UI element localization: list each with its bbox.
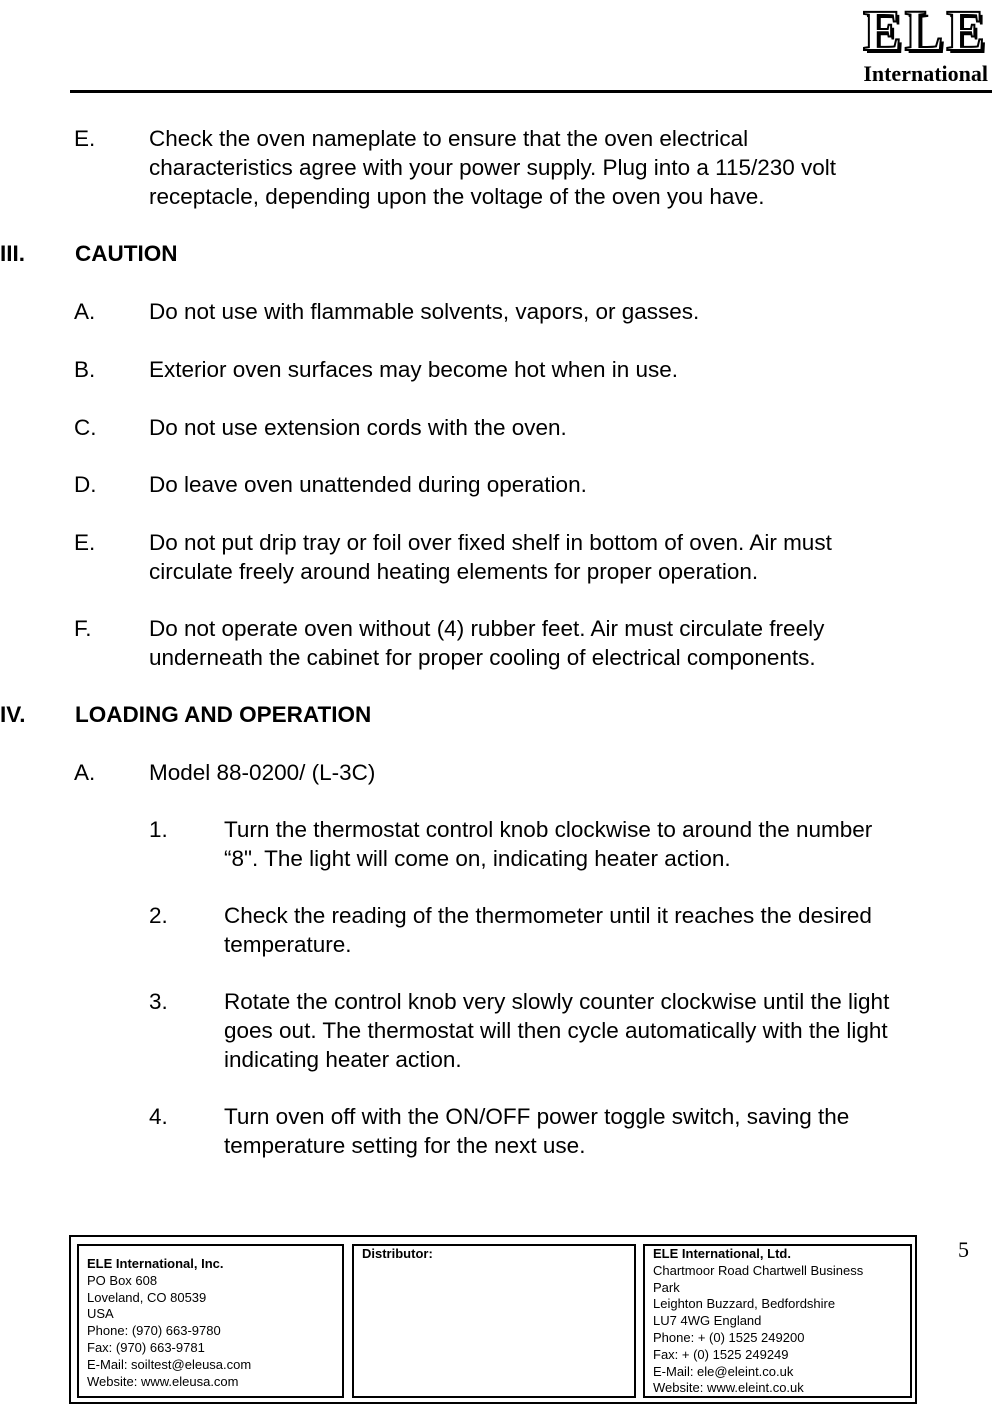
section-title: CAUTION xyxy=(75,241,178,266)
email: E-Mail: ele@eleint.co.uk xyxy=(653,1363,794,1379)
item-text-line: Do not put drip tray or foil over fixed shelf in bottom of oven. Air must xyxy=(149,530,832,555)
footer-address-us xyxy=(77,1244,344,1398)
distributor-label: Distributor: xyxy=(362,1246,433,1261)
phone: Phone: (970) 663-9780 xyxy=(87,1323,221,1339)
item-label: E. xyxy=(74,126,96,151)
item-text-line: Do not use extension cords with the oven. xyxy=(149,415,567,440)
item-text-line: receptacle, depending upon the voltage of the oven you have. xyxy=(149,184,765,209)
item-text-line: Do not use with flammable solvents, vapors, or gasses. xyxy=(149,299,700,324)
item-text-line: circulate freely around heating elements for proper operation. xyxy=(149,559,759,584)
page-number: 5 xyxy=(958,1237,969,1262)
item-text-line: Do leave oven unattended during operation. xyxy=(149,472,587,497)
website: Website: www.eleusa.com xyxy=(87,1373,239,1389)
item-text-line: underneath the cabinet for proper cooling of electrical components. xyxy=(149,645,816,670)
item-label: E. xyxy=(74,530,96,555)
company-name: ELE International, Inc. xyxy=(87,1256,224,1271)
ele-logo xyxy=(828,2,988,86)
item-text-line: Check the oven nameplate to ensure that the oven electrical xyxy=(149,126,749,151)
address-line: Park xyxy=(653,1279,680,1295)
item-text-line: Check the reading of the thermometer until it reaches the desired xyxy=(224,903,872,928)
fax: Fax: + (0) 1525 249249 xyxy=(653,1346,789,1362)
section-title: LOADING AND OPERATION xyxy=(75,702,372,727)
address-line: PO Box 608 xyxy=(87,1272,158,1288)
footer-distributor xyxy=(352,1244,636,1398)
step-number: 3. xyxy=(149,989,168,1014)
item-label: A. xyxy=(74,760,96,785)
step-number: 1. xyxy=(149,817,168,842)
item-label: F. xyxy=(74,616,92,641)
email: E-Mail: soiltest@eleusa.com xyxy=(87,1356,252,1372)
item-text-line: Turn oven off with the ON/OFF power toggle switch, saving the xyxy=(224,1104,850,1129)
item-label: D. xyxy=(74,472,97,497)
address-line: Loveland, CO 80539 xyxy=(87,1289,207,1305)
section-number: IV. xyxy=(0,702,26,727)
item-text-line: Rotate the control knob very slowly counter clockwise until the light xyxy=(224,989,890,1014)
website: Website: www.eleint.co.uk xyxy=(653,1380,804,1396)
item-text-line: characteristics agree with your power supply. Plug into a 115/230 volt xyxy=(149,155,837,180)
footer-address-uk xyxy=(643,1244,912,1398)
item-label: C. xyxy=(74,415,97,440)
item-text-line: temperature. xyxy=(224,932,352,957)
item-text-line: Do not operate oven without (4) rubber feet. Air must circulate freely xyxy=(149,616,825,641)
phone: Phone: + (0) 1525 249200 xyxy=(653,1329,805,1345)
address-line: USA xyxy=(87,1306,114,1322)
address-line: LU7 4WG England xyxy=(653,1313,762,1329)
step-number: 4. xyxy=(149,1104,168,1129)
address-line: Leighton Buzzard, Bedfordshire xyxy=(653,1296,836,1312)
item-text-line: Exterior oven surfaces may become hot when in use. xyxy=(149,357,679,382)
logo-mark: ELE xyxy=(862,0,988,63)
item-text-line: “8". The light will come on, indicating heater action. xyxy=(224,846,731,871)
item-text-line: Turn the thermostat control knob clockwise to around the number xyxy=(224,817,873,842)
logo-subtitle: International xyxy=(863,61,988,86)
item-label: B. xyxy=(74,357,96,382)
item-text-line: temperature setting for the next use. xyxy=(224,1133,586,1158)
fax: Fax: (970) 663-9781 xyxy=(87,1339,205,1355)
section-number: III. xyxy=(0,241,26,266)
company-name: ELE International, Ltd. xyxy=(653,1246,791,1261)
item-text-line: Model 88-0200/ (L-3C) xyxy=(149,760,376,785)
item-text-line: indicating heater action. xyxy=(224,1047,462,1072)
header-rule xyxy=(70,90,992,93)
item-text-line: goes out. The thermostat will then cycle automatically with the light xyxy=(224,1018,888,1043)
item-label: A. xyxy=(74,299,96,324)
address-line: Chartmoor Road Chartwell Business xyxy=(653,1262,864,1278)
step-number: 2. xyxy=(149,903,168,928)
